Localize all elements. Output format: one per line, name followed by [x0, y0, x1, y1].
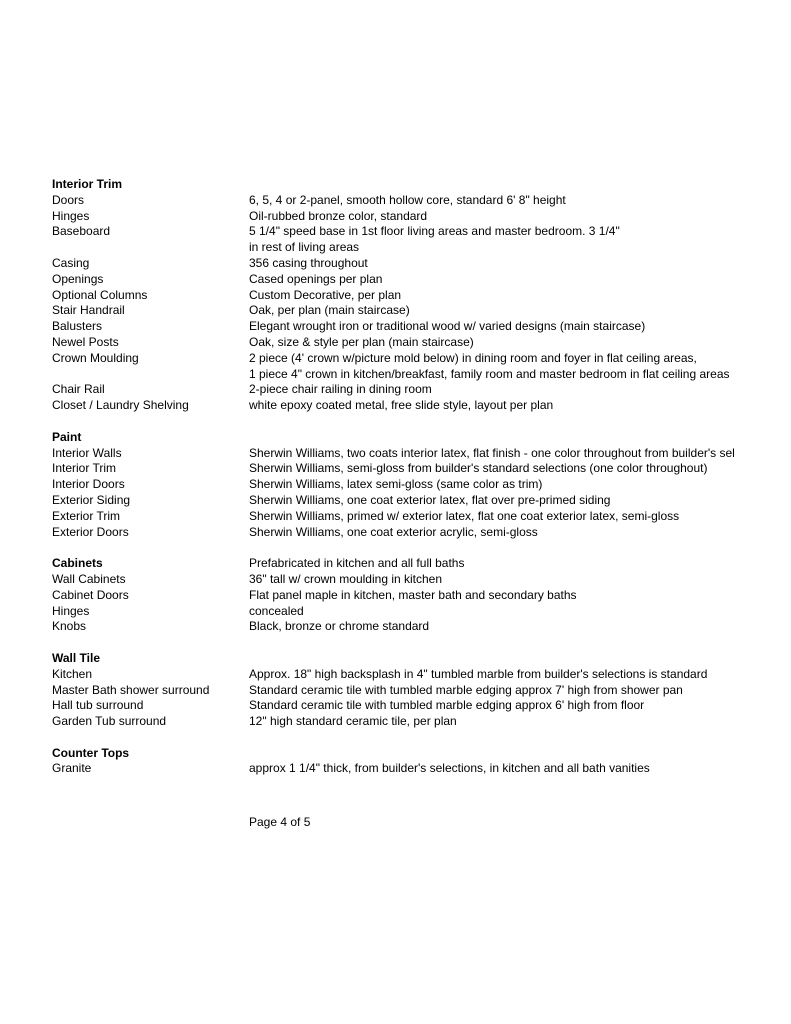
spec-label: Openings	[52, 271, 104, 286]
spec-row	[52, 667, 791, 683]
spec-value	[249, 224, 791, 256]
spec-value	[249, 351, 791, 383]
spec-label: Hinges	[52, 208, 90, 223]
spec-value-line: 1 piece 4" crown in kitchen/breakfast, family room and master bedroom in flat ceiling areas	[249, 366, 730, 381]
spec-value-line: Cased openings per plan	[249, 271, 383, 286]
spec-row	[52, 588, 791, 604]
spec-label: Interior Walls	[52, 445, 122, 460]
spec-value-line: Black, bronze or chrome standard	[249, 619, 430, 634]
spec-value-line: 356 casing throughout	[249, 255, 368, 270]
spec-value-line: 6, 5, 4 or 2-panel, smooth hollow core, standard 6' 8" height	[249, 192, 566, 207]
spec-label: Wall Cabinets	[52, 571, 126, 586]
spec-value-line: 12" high standard ceramic tile, per plan	[249, 714, 457, 729]
spec-value	[249, 761, 791, 777]
spec-label: Closet / Laundry Shelving	[52, 398, 189, 413]
spec-label: Cabinet Doors	[52, 587, 129, 602]
section-title-value: Prefabricated in kitchen and all full baths	[249, 556, 465, 571]
spec-label: Chair Rail	[52, 382, 105, 397]
spec-value	[249, 319, 791, 335]
spec-value	[249, 604, 791, 620]
section-cabinets	[52, 556, 791, 635]
spec-value	[249, 667, 791, 683]
spec-value-line: Sherwin Williams, semi-gloss from builder's standard selections (one color throughout)	[249, 461, 708, 476]
spec-value-line: Oak, per plan (main staircase)	[249, 303, 410, 318]
section-heading-row	[52, 651, 791, 667]
spec-label: Baseboard	[52, 224, 111, 239]
spec-value	[249, 461, 791, 477]
spec-row	[52, 604, 791, 620]
spec-label: Hall tub surround	[52, 698, 144, 713]
spec-value-line: Sherwin Williams, primed w/ exterior latex, flat one coat exterior latex, semi-gloss	[249, 508, 680, 523]
section-title: Interior Trim	[52, 177, 123, 191]
spec-value	[249, 477, 791, 493]
section-title: Wall Tile	[52, 650, 101, 665]
spec-label: Granite	[52, 761, 92, 776]
spec-value-line: 5 1/4" speed base in 1st floor living areas and master bedroom. 3 1/4"	[249, 224, 620, 239]
spec-label: Exterior Doors	[52, 524, 129, 539]
spec-row	[52, 335, 791, 351]
spec-value	[249, 572, 791, 588]
spec-value-line: Sherwin Williams, one coat exterior latex, flat over pre-primed siding	[249, 492, 611, 507]
spec-row	[52, 209, 791, 225]
spec-list	[52, 177, 791, 793]
spec-value	[249, 335, 791, 351]
section-title: Paint	[52, 429, 82, 444]
spec-value	[249, 619, 791, 635]
spec-value	[249, 446, 791, 462]
spec-row	[52, 714, 791, 730]
spec-value-line: Custom Decorative, per plan	[249, 287, 402, 302]
spec-label: Casing	[52, 255, 90, 270]
spec-row	[52, 224, 791, 256]
spec-label: Crown Moulding	[52, 350, 139, 365]
spec-value-line: Sherwin Williams, two coats interior latex, flat finish - one color throughout from builder's sel	[249, 445, 735, 460]
spec-value-line: in rest of living areas	[249, 240, 360, 255]
spec-value-line: 2 piece (4' crown w/picture mold below) in dining room and foyer in flat ceiling areas,	[249, 350, 697, 365]
section-heading-row	[52, 746, 791, 762]
spec-row	[52, 572, 791, 588]
spec-label: Balusters	[52, 319, 103, 334]
spec-value-line: Sherwin Williams, latex semi-gloss (same color as trim)	[249, 477, 543, 492]
spec-row	[52, 398, 791, 414]
spec-value-line: Standard ceramic tile with tumbled marble edging approx 6' high from floor	[249, 698, 645, 713]
spec-row	[52, 761, 791, 777]
spec-label: Exterior Siding	[52, 492, 131, 507]
spec-value-line: approx 1 1/4" thick, from builder's selections, in kitchen and all bath vanities	[249, 761, 650, 776]
spec-value	[249, 714, 791, 730]
spec-value-line: white epoxy coated metal, free slide style, layout per plan	[249, 398, 554, 413]
spec-value	[249, 288, 791, 304]
spec-value-line: Flat panel maple in kitchen, master bath and secondary baths	[249, 587, 577, 602]
spec-value-line: Elegant wrought iron or traditional wood w/ varied designs (main staircase)	[249, 319, 646, 334]
section-heading-row	[52, 430, 791, 446]
spec-label: Optional Columns	[52, 287, 148, 302]
spec-value-line: Oak, size & style per plan (main staircase)	[249, 334, 474, 349]
spec-value	[249, 698, 791, 714]
spec-value	[249, 525, 791, 541]
spec-label: Kitchen	[52, 666, 93, 681]
spec-value-line: 36" tall w/ crown moulding in kitchen	[249, 571, 443, 586]
spec-label: Exterior Trim	[52, 508, 121, 523]
spec-label: Doors	[52, 192, 85, 207]
spec-label: Knobs	[52, 619, 87, 634]
spec-label: Master Bath shower surround	[52, 682, 210, 697]
spec-row	[52, 461, 791, 477]
spec-label: Hinges	[52, 603, 90, 618]
spec-label: Newel Posts	[52, 334, 119, 349]
spec-row	[52, 272, 791, 288]
spec-value-line: Approx. 18" high backsplash in 4" tumbled marble from builder's selections is standard	[249, 666, 708, 681]
section-title: Cabinets	[52, 556, 103, 571]
spec-row	[52, 303, 791, 319]
spec-label: Interior Doors	[52, 477, 125, 492]
spec-value-line: 2-piece chair railing in dining room	[249, 382, 432, 397]
spec-value-line: Sherwin Williams, one coat exterior acrylic, semi-gloss	[249, 524, 538, 539]
spec-value	[249, 256, 791, 272]
spec-value	[249, 398, 791, 414]
section-wall-tile	[52, 651, 791, 730]
spec-row	[52, 619, 791, 635]
spec-value-line: Oil-rubbed bronze color, standard	[249, 208, 428, 223]
spec-row	[52, 509, 791, 525]
spec-label: Garden Tub surround	[52, 714, 167, 729]
section-heading-row	[52, 556, 791, 572]
spec-value	[249, 683, 791, 699]
spec-row	[52, 525, 791, 541]
spec-value	[249, 493, 791, 509]
spec-row	[52, 698, 791, 714]
section-paint	[52, 430, 791, 541]
spec-value	[249, 193, 791, 209]
spec-row	[52, 446, 791, 462]
section-heading-row	[52, 177, 791, 193]
section-counter-tops	[52, 746, 791, 778]
section-interior-trim	[52, 177, 791, 414]
spec-value	[249, 588, 791, 604]
spec-row	[52, 477, 791, 493]
spec-row	[52, 382, 791, 398]
spec-row	[52, 193, 791, 209]
spec-label: Stair Handrail	[52, 303, 125, 318]
spec-row	[52, 319, 791, 335]
spec-value-line: concealed	[249, 603, 304, 618]
spec-row	[52, 256, 791, 272]
spec-value	[249, 509, 791, 525]
spec-row	[52, 683, 791, 699]
spec-value	[249, 382, 791, 398]
spec-row	[52, 288, 791, 304]
spec-value	[249, 303, 791, 319]
spec-value	[249, 272, 791, 288]
page-number: Page 4 of 5	[249, 815, 311, 829]
spec-row	[52, 493, 791, 509]
spec-label: Interior Trim	[52, 461, 117, 476]
section-title: Counter Tops	[52, 745, 130, 760]
spec-row	[52, 351, 791, 383]
spec-value-line: Standard ceramic tile with tumbled marble edging approx 7' high from shower pan	[249, 682, 683, 697]
spec-value	[249, 209, 791, 225]
